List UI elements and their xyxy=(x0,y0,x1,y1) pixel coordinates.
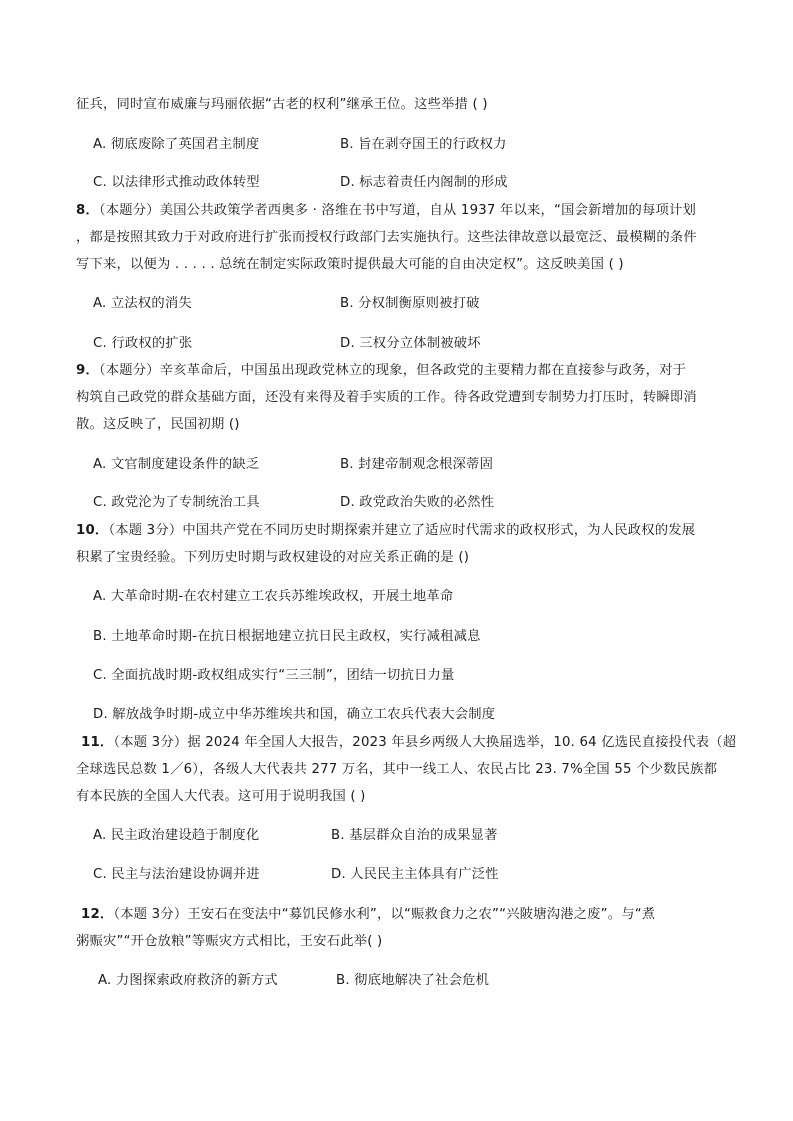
q8-stem-line2: ，都是按照其致力于对政府进行扩张而授权行政部门去实施执行。这些法律故意以最宽泛、最模糊的条件 xyxy=(76,230,697,245)
q12-number: 12． xyxy=(81,907,114,922)
q9-stem-line3: 散。这反映了，民国初期 () xyxy=(76,417,240,432)
q7-option-d[interactable]: D. 标志着责任内阁制的形成 xyxy=(340,175,508,190)
q7-option-c[interactable]: C. 以法律形式推动政体转型 xyxy=(93,175,260,190)
q12-option-b[interactable]: B. 彻底地解决了社会危机 xyxy=(336,973,490,988)
q10-option-b[interactable]: B. 土地革命时期-在抗日根据地建立抗日民主政权，实行减租减息 xyxy=(93,629,481,644)
q11-option-a[interactable]: A. 民主政治建设趋于制度化 xyxy=(93,828,260,843)
q12-stem-text: （本题 3分）王安石在变法中“募饥民修水利”，以“赈救食力之农”“兴陂塘沟港之废”。与“煮 xyxy=(113,907,656,922)
q9-option-c[interactable]: C. 政党沦为了专制统治工具 xyxy=(93,495,260,510)
q11-option-c[interactable]: C. 民主与法治建设协调并进 xyxy=(93,867,260,882)
q12-option-a[interactable]: A. 力图探索政府救济的新方式 xyxy=(98,973,278,988)
q8-stem-line3: 写下来，以便为 . . . . . 总统在制定实际政策时提供最大可能的自由决定权”。这反映美国 ( ) xyxy=(76,257,624,272)
q7-option-b[interactable]: B. 旨在剥夺国王的行政权力 xyxy=(340,137,507,152)
q10-option-a[interactable]: A. 大革命时期-在农村建立工农兵苏维埃政权，开展土地革命 xyxy=(93,589,454,604)
q8-option-d[interactable]: D. 三权分立体制被破坏 xyxy=(340,336,481,351)
q11-option-b[interactable]: B. 基层群众自治的成果显著 xyxy=(331,828,498,843)
q9-option-d[interactable]: D. 政党政治失败的必然性 xyxy=(340,495,495,510)
q9-number: 9． xyxy=(76,363,99,378)
q8-option-a[interactable]: A. 立法权的消失 xyxy=(93,296,192,311)
q9-stem-text: （本题分）辛亥革命后，中国虽出现政党林立的现象，但各政党的主要精力都在直接参与政务，对于 xyxy=(98,363,687,378)
q8-option-b[interactable]: B. 分权制衡原则被打破 xyxy=(340,296,480,311)
q10-option-c[interactable]: C. 全面抗战时期-政权组成实行“三三制”，团结一切抗日力量 xyxy=(93,668,455,683)
q11-stem-text: （本题 3分）据 2024 年全国人大报告，2023 年县乡两级人大换届选举，10. 64 亿选民直接投代表（超 xyxy=(113,735,737,750)
q10-stem-text: （本题 3分）中国共产党在不同历史时期探索并建立了适应时代需求的政权形式，为人民政权的发展 xyxy=(108,523,696,538)
q9-option-a[interactable]: A. 文官制度建设条件的缺乏 xyxy=(93,457,260,472)
q11-stem-line1 xyxy=(81,734,736,752)
q9-option-b[interactable]: B. 封建帝制观念根深蒂固 xyxy=(340,457,494,472)
q11-option-d[interactable]: D. 人民民主主体具有广泛性 xyxy=(331,867,499,882)
q9-stem-line2: 构筑自己政党的群众基础方面，还没有来得及着手实质的工作。待各政党遭到专制势力打压时，转瞬即消 xyxy=(76,390,697,405)
q11-number: 11． xyxy=(81,735,114,750)
q7-option-a[interactable]: A. 彻底废除了英国君主制度 xyxy=(93,137,260,152)
q7-stem: 征兵，同时宣布威廉与玛丽依据“古老的权利”继承王位。这些举措 ( ) xyxy=(76,97,488,112)
q8-option-c[interactable]: C. 行政权的扩张 xyxy=(93,336,193,351)
q12-stem-line1 xyxy=(81,906,655,924)
q8-number: 8． xyxy=(76,203,99,218)
q8-stem-text: （本题分）美国公共政策学者西奥多 · 洛维在书中写道，自从 1937 年以来，“国会新增加的每项计划 xyxy=(98,203,697,218)
q10-number: 10． xyxy=(76,523,109,538)
q11-stem-line2: 全球选民总数 1／6），各级人大代表共 277 万名，其中一线工人、农民占比 23. 7%全国 55 个少数民族都 xyxy=(76,762,718,777)
q11-stem-line3: 有本民族的全国人大代表。这可用于说明我国 ( ) xyxy=(76,789,366,804)
q9-stem-line1 xyxy=(76,362,686,380)
q12-stem-line2: 粥赈灾”“开仓放粮”等赈灾方式相比，王安石此举( ) xyxy=(76,934,383,949)
q10-stem-line2: 积累了宝贵经验。下列历史时期与政权建设的对应关系正确的是 () xyxy=(76,550,470,565)
q10-stem-line1 xyxy=(76,522,695,540)
q10-option-d[interactable]: D. 解放战争时期-成立中华苏维埃共和国，确立工农兵代表大会制度 xyxy=(93,707,496,722)
q8-stem-line1 xyxy=(76,202,696,220)
